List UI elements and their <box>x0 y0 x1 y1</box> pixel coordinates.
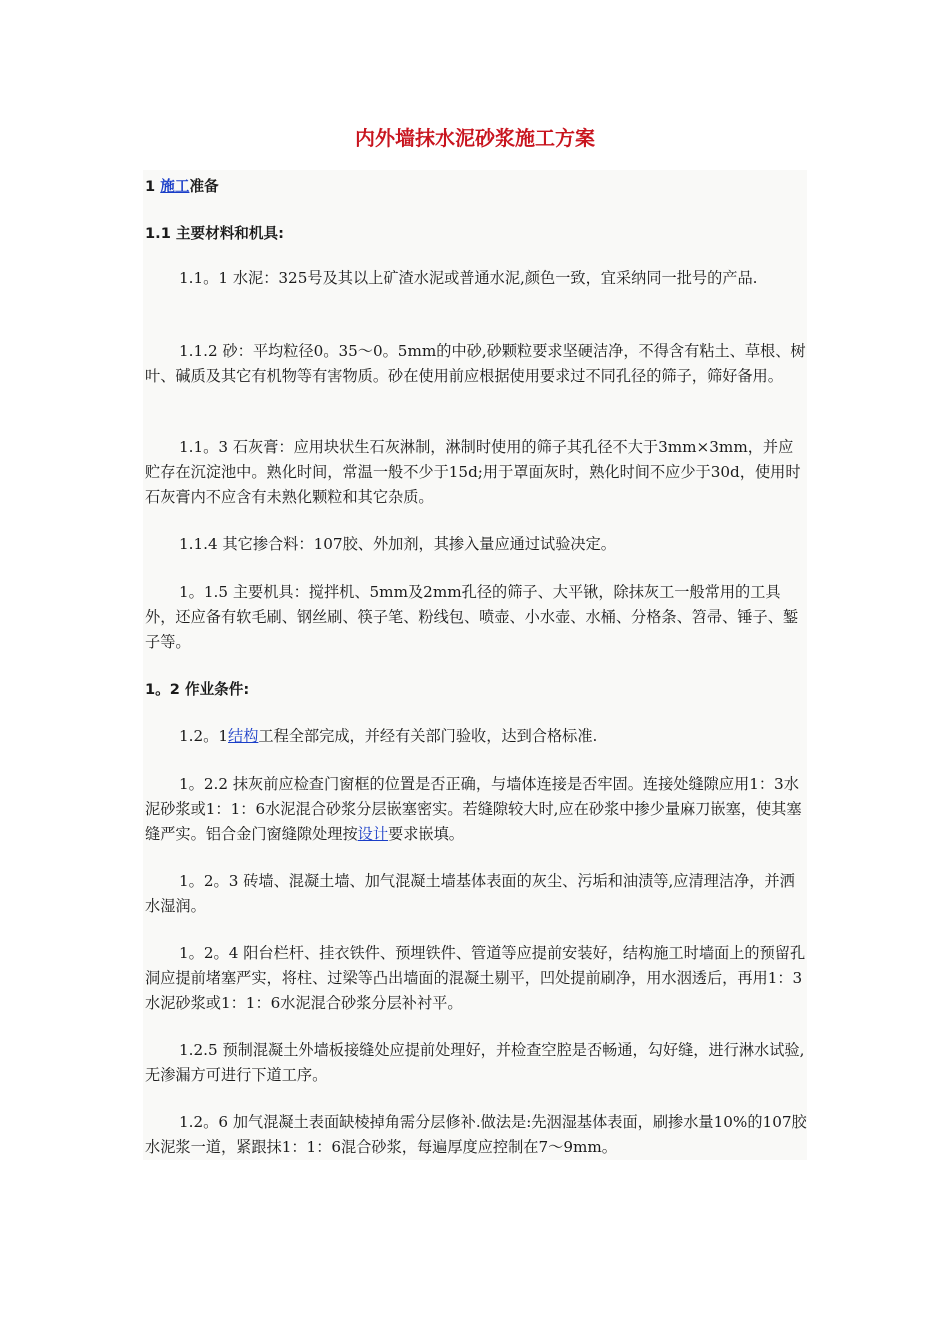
link-structure[interactable]: 结构 <box>228 727 259 745</box>
link-construction[interactable]: 施工 <box>160 178 190 195</box>
paragraph-1-1-2: 1.1.2 砂：平均粒径0。35～0。5mm的中砂,砂颗粒要求坚硬洁净，不得含有粘土、草根、树叶、碱质及其它有机物等有害物质。砂在使用前应根据使用要求过不同孔径的筛子，筛好备用。 <box>145 342 806 385</box>
paragraph-suffix: 要求嵌填。 <box>388 825 464 843</box>
paragraph-1-2-1 <box>145 724 807 749</box>
section-number: 1 <box>145 178 161 195</box>
section-heading-1-2: 1。2 作业条件: <box>145 681 250 698</box>
page-title: 内外墙抹水泥砂浆施工方案 <box>355 126 595 150</box>
document-body <box>143 170 807 1160</box>
paragraph-prefix: 1。2.2 抹灰前应检查门窗框的位置是否正确，与墙体连接是否牢固。连接处缝隙应用1：3水泥砂浆或1：1：6水泥混合砂浆分层嵌塞密实。若缝隙较大时,应在砂浆中掺少量麻刀嵌塞，使其塞缝严实。铝合金门窗缝隙处理按 <box>145 775 802 843</box>
paragraph-1-2-6: 1.2。6 加气混凝土表面缺棱掉角需分层修补.做法是:先洇湿基体表面，刷掺水量10%的107胶水泥浆一道，紧跟抹1：1：6混合砂浆，每遍厚度应控制在7～9mm。 <box>145 1113 807 1156</box>
paragraph-1-1-4: 1.1.4 其它掺合料：107胶、外加剂，其掺入量应通过试验决定。 <box>179 535 616 553</box>
paragraph-suffix: 工程全部完成，并经有关部门验收，达到合格标准. <box>258 727 598 745</box>
paragraph-prefix: 1.2。1 <box>179 727 229 745</box>
paragraph-1-2-5: 1.2.5 预制混凝土外墙板接缝处应提前处理好，并检查空腔是否畅通，勾好缝，进行淋水试验,无渗漏方可进行下道工序。 <box>145 1041 805 1084</box>
paragraph-1-2-4: 1。2。4 阳台栏杆、挂衣铁件、预埋铁件、管道等应提前安装好，结构施工时墙面上的预留孔洞应提前堵塞严实，将柱、过梁等凸出墙面的混凝土剔平，凹处提前刷净，用水洇透后，再用1：3水泥砂浆或1：1：6水泥混合砂浆分层补衬平。 <box>145 944 806 1012</box>
section-heading-1 <box>145 174 219 199</box>
section-heading-1-1: 1.1 主要材料和机具: <box>145 225 284 242</box>
paragraph-1-1-1: 1.1。1 水泥：325号及其以上矿渣水泥或普通水泥,颜色一致，宜采纳同一批号的产品. <box>179 269 758 287</box>
paragraph-1-1-5: 1。1.5 主要机具：搅拌机、5mm及2mm孔径的筛子、大平锹，除抹灰工一般常用的工具外，还应备有软毛刷、钢丝刷、筷子笔、粉线包、喷壶、小水壶、水桶、分格条、笤帚、锤子、錾子等。 <box>145 583 799 651</box>
paragraph-1-2-3: 1。2。3 砖墙、混凝土墙、加气混凝土墙基体表面的灰尘、污垢和油渍等,应清理洁净，并洒水湿润。 <box>145 872 795 915</box>
section-title-suffix: 准备 <box>189 178 219 195</box>
paragraph-1-2-2 <box>145 772 807 847</box>
link-design[interactable]: 设计 <box>357 825 388 843</box>
paragraph-1-1-3: 1.1。3 石灰膏：应用块状生石灰淋制，淋制时使用的筛子其孔径不大于3mm×3mm，并应贮存在沉淀池中。熟化时间，常温一般不少于15d;用于罩面灰时，熟化时间不应少于30d，使用时石灰膏内不应含有未熟化颗粒和其它杂质。 <box>145 438 801 506</box>
